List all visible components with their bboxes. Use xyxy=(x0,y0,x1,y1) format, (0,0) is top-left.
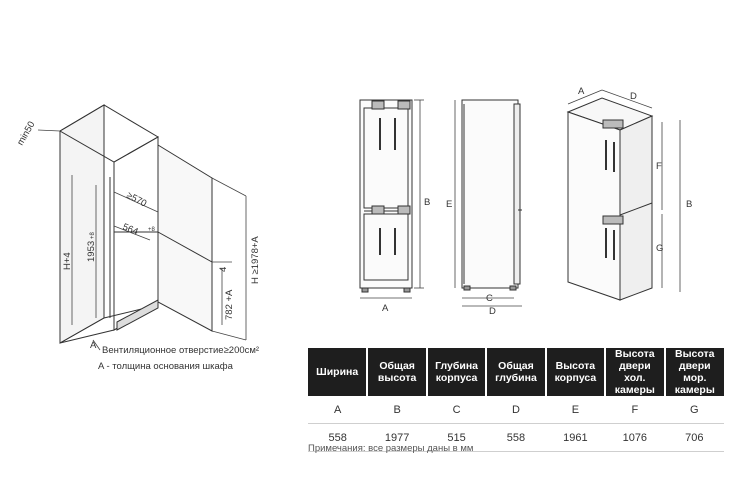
cell-letter: D xyxy=(486,396,545,424)
cell-value: 515 xyxy=(427,424,486,452)
label-front-b: B xyxy=(424,197,431,208)
dimensions-note: Примечания: все размеры даны в мм xyxy=(308,443,474,454)
header-body-height: Высота корпуса xyxy=(546,348,605,396)
label-side-e: E xyxy=(446,199,453,210)
label-h4: H+4 xyxy=(62,252,73,270)
label-iso-d: D xyxy=(630,91,637,102)
base-note: A - толщина основания шкафа xyxy=(98,361,233,372)
header-width: Ширина xyxy=(308,348,367,396)
header-fridge-door-height: Высота двери хол. камеры xyxy=(605,348,664,396)
cell-letter: A xyxy=(308,396,367,424)
cell-value: 1961 xyxy=(546,424,605,452)
fridge-isometric-view xyxy=(568,90,680,300)
label-iso-a: A xyxy=(578,86,585,97)
cell-value: 558 xyxy=(486,424,545,452)
header-freezer-door-height: Высота двери мор. камеры xyxy=(665,348,724,396)
label-side-d: D xyxy=(489,306,496,317)
cell-letter: E xyxy=(546,396,605,424)
header-total-height: Общая высота xyxy=(367,348,426,396)
label-570: ≥570 xyxy=(124,189,149,210)
label-iso-b: B xyxy=(686,199,693,210)
cabinet-isometric xyxy=(60,105,212,343)
cell-value: 706 xyxy=(665,424,724,452)
cell-value: 1977 xyxy=(367,424,426,452)
cell-value: 1076 xyxy=(605,424,664,452)
cell-letter: F xyxy=(605,396,664,424)
label-1953-tol: +8 xyxy=(90,232,96,239)
cell-letter: G xyxy=(665,396,724,424)
label-782: 782 +A xyxy=(224,289,235,320)
table-header-row xyxy=(308,348,724,396)
label-4: 4 xyxy=(218,266,229,272)
fridge-side-view xyxy=(455,100,522,306)
label-iso-f: F xyxy=(656,161,662,172)
label-1953: 1953 xyxy=(86,240,97,262)
label-side-c: C xyxy=(486,293,493,304)
label-a-marker: A xyxy=(90,340,97,351)
vent-note: Вентиляционное отверстие≥200см² xyxy=(102,345,260,356)
label-1978: H ≥1978+A xyxy=(250,236,261,284)
header-total-depth: Общая глубина xyxy=(486,348,545,396)
dimensions-table xyxy=(308,348,724,452)
label-iso-g: G xyxy=(656,243,664,254)
label-564-tol: +8 xyxy=(148,227,155,233)
table-row-letters xyxy=(308,396,724,424)
cell-letter: B xyxy=(367,396,426,424)
fridge-front-view xyxy=(360,100,424,298)
label-564: 564 xyxy=(120,221,140,238)
label-front-a: A xyxy=(382,303,389,314)
header-body-depth: Глубина корпуса xyxy=(427,348,486,396)
cell-letter: C xyxy=(427,396,486,424)
cell-value: 558 xyxy=(308,424,367,452)
label-min50: min50 xyxy=(15,119,38,148)
